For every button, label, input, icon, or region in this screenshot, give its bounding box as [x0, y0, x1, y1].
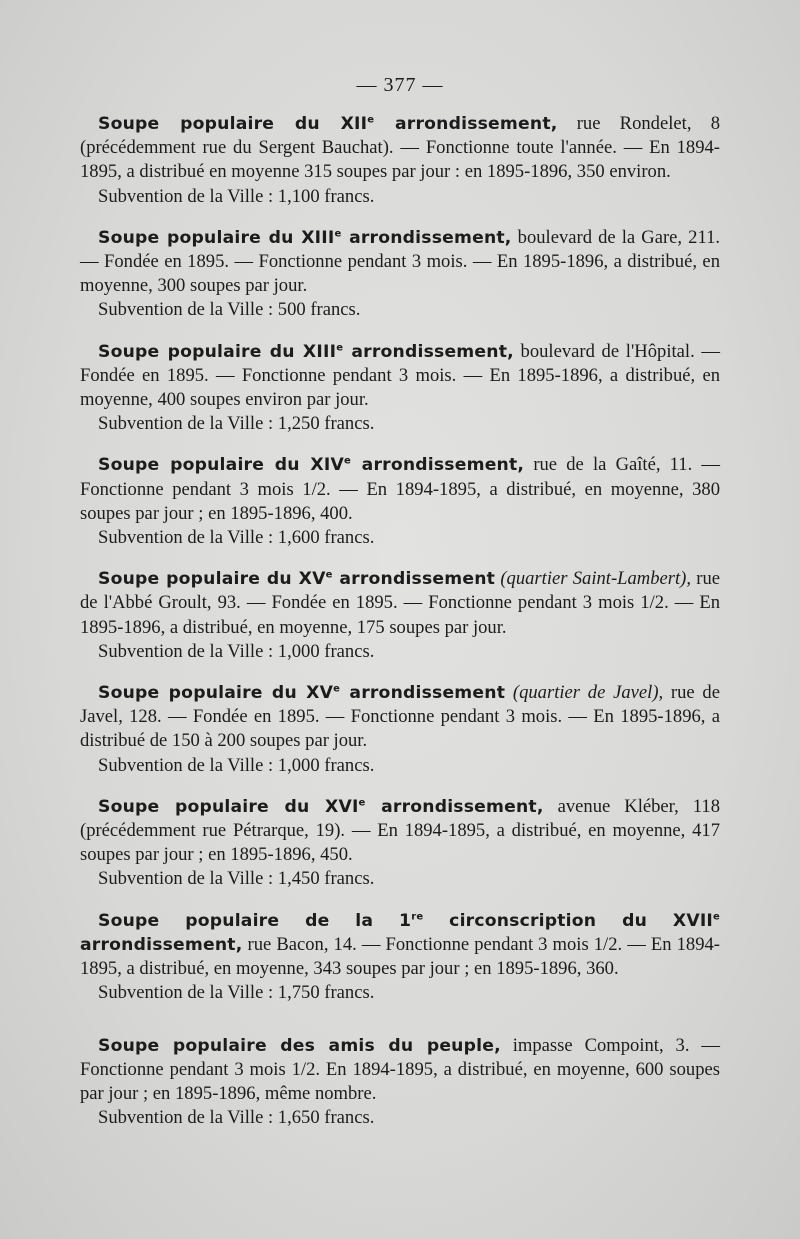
- entry-title: Soupe populaire de la 1re circonscription du XVIIe arrondissement,: [80, 910, 720, 955]
- entry-xiv: [80, 453, 720, 550]
- entry-subvention: Subvention de la Ville : 1,000 francs.: [98, 754, 375, 776]
- entry-body: rue Rondelet, 8 (précédemment rue du Sergent Bauchat). — Fonctionne toute l'année. — En 1894-1895, a distribué en moyenne 315 soupes par jour : en 1895-1896, 350 environ.: [80, 113, 720, 183]
- entry-xv-javel: [80, 681, 720, 778]
- entry-paragraph: [80, 909, 720, 982]
- entry-subvention: Subvention de la Ville : 1,600 francs.: [98, 527, 375, 549]
- entry-quartier: (quartier de Javel),: [505, 682, 664, 704]
- entry-subvention: Subvention de la Ville : 1,100 francs.: [98, 185, 375, 207]
- page-number: — 377 —: [356, 74, 444, 96]
- entry-title: Soupe populaire du XIIIe arrondissement,: [98, 341, 514, 362]
- entry-subvention: Subvention de la Ville : 500 francs.: [98, 299, 361, 321]
- entry-xvii-1re-circonscription: [80, 909, 720, 1006]
- entry-title: Soupe populaire du XVe arrondissement: [98, 683, 506, 704]
- entry-paragraph: [80, 226, 720, 299]
- entry-title: Soupe populaire du XIIIe arrondissement,: [98, 227, 512, 248]
- entry-body: rue de la Gaîté, 11. — Fonctionne pendant 3 mois 1/2. — En 1894-1895, a distribué, en moyenne, 380 soupes par jour ; en 1895-1896, 400.: [80, 454, 720, 524]
- entry-body: boulevard de la Gare, 211. — Fondée en 1895. — Fonctionne pendant 3 mois. — En 1895-1896, a distribué, en moyenne, 300 soupes par jour.: [80, 226, 721, 297]
- entry-body: impasse Compoint, 3. — Fonctionne pendant 3 mois 1/2. En 1894-1895, a distribué, en moyenne, 600 soupes par jour ; en 1895-1896, même nombre.: [80, 1034, 720, 1104]
- entry-xii: [80, 112, 720, 209]
- entry-subvention: Subvention de la Ville : 1,450 francs.: [98, 868, 375, 890]
- entry-title: Soupe populaire du XVe arrondissement: [98, 569, 496, 590]
- entry-body: rue de Javel, 128. — Fondée en 1895. — Fonctionne pendant 3 mois. — En 1895-1896, a distribué de 150 à 200 soupes par jour.: [80, 682, 720, 752]
- entry-subvention: Subvention de la Ville : 1,000 francs.: [98, 640, 375, 662]
- entry-amis-du-peuple: [80, 1034, 720, 1131]
- entry-paragraph: [80, 340, 720, 413]
- entry-xiii-hopital: [80, 340, 720, 437]
- entry-paragraph: [80, 795, 720, 868]
- entry-title: Soupe populaire du XVIe arrondissement,: [98, 796, 544, 817]
- entry-xvi: [80, 795, 720, 892]
- entry-body: avenue Kléber, 118 (précédemment rue Pétrarque, 19). — En 1894-1895, a distribué, en moyenne, 417 soupes par jour ; en 1895-1896, 450.: [80, 795, 721, 866]
- entry-paragraph: [80, 112, 720, 185]
- entry-title: Soupe populaire du XIVe arrondissement,: [98, 455, 525, 476]
- entry-quartier: (quartier Saint-Lambert),: [495, 568, 691, 590]
- entry-title: Soupe populaire du XIIe arrondissement,: [98, 114, 558, 134]
- entry-subvention: Subvention de la Ville : 1,750 francs.: [98, 982, 375, 1004]
- entry-xiii-gare: [80, 226, 720, 323]
- entry-paragraph: [80, 567, 720, 640]
- entry-paragraph: [80, 681, 720, 754]
- entry-xv-saint-lambert: [80, 567, 720, 664]
- entry-body: rue de l'Abbé Groult, 93. — Fondée en 1895. — Fonctionne pendant 3 mois 1/2. — En 1895-1896, a distribué, en moyenne, 175 soupes par jour.: [80, 568, 720, 638]
- entry-paragraph: [80, 1034, 720, 1107]
- entry-body: boulevard de l'Hôpital. — Fondée en 1895. — Fonctionne pendant 3 mois. — En 1895-1896, a distribué, en moyenne, 400 soupes environ par jour.: [80, 340, 720, 411]
- entries-list: [80, 112, 720, 1147]
- entry-body: rue Bacon, 14. — Fonctionne pendant 3 mois 1/2. — En 1894-1895, a distribué, en moyenne, 343 soupes par jour ; en 1895-1896, 360.: [80, 933, 720, 980]
- entry-paragraph: [80, 453, 720, 526]
- entry-subvention: Subvention de la Ville : 1,650 francs.: [98, 1107, 375, 1129]
- entry-title: Soupe populaire des amis du peuple,: [98, 1035, 501, 1056]
- entry-subvention: Subvention de la Ville : 1,250 francs.: [98, 413, 375, 435]
